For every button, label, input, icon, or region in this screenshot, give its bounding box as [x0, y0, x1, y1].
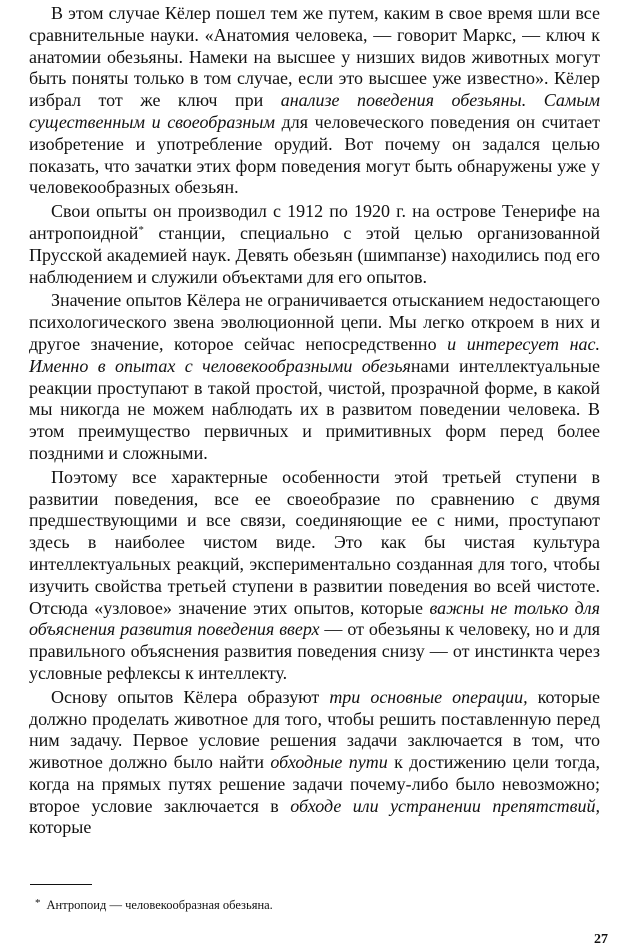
footnote-text: Антропоид — человекообразная обезьяна. [46, 898, 273, 912]
paragraph [29, 687, 600, 840]
text-run: станции, специально с этой целью организованной Прусской академией наук. Девять обезьян (шимпанзе) находились под его наблюдением и служили объектами для его опытов. [29, 222, 600, 287]
text-run: Поэтому все характерные особенности этой третьей ступени в развитии поведения, все ее своеобразие по сравнению с двумя предшествующими и все связи, соединяющие ее с ними, проступают здесь в наиболее чистом виде. Это как бы чистая культура интеллектуальных реакций, экспериментально созданная для того, чтобы изучить свойства третьей ступени в развитии поведения во всей чистоте. Отсюда «узловое» значение этих опытов, которые [29, 466, 600, 618]
text-run: — от обезьяны к человеку, но и для правильного объяснения развития поведения снизу — от инстинкта через условные рефлексы к интеллекту. [29, 619, 600, 683]
italic-text: и интересует нас. Именно в опытах с человекообразными обезья [29, 333, 600, 376]
footnote-separator [30, 884, 92, 885]
text-run: Значение опытов Кёлера не ограничивается отысканием недостающего психологического звена эволюционной цепи. Мы легко откроем в них и другое значение, которое сейчас непосредственно [29, 290, 600, 354]
text-run: В этом случае Кёлер пошел тем же путем, каким в свое время шли все сравнительные науки. «Анатомия человека, — говорит Маркс, — ключ к анатомии обезьяны. Намеки на высшее у низших видов животных могут быть поняты только в том случае, если это высшее уже известно». Кёлер избрал тот же ключ при [29, 3, 600, 111]
italic-text: обходные пути [270, 752, 388, 773]
text-run: Основу опытов Кёлера образуют [51, 686, 330, 707]
footnote [35, 896, 575, 913]
paragraph [29, 3, 600, 199]
text-run: для человеческого поведения он считает изобретение и употребление орудий. Вот почему он задался целью показать, что зачатки этих форм поведения могут быть обнаружены уже у человекообразных обезьян. [29, 111, 600, 198]
footnote-ref-mark: * [138, 223, 144, 236]
italic-text: важны не только для объяснения развития поведения вверх [29, 597, 600, 640]
text-run: нами интеллектуальные реакции проступают в такой простой, чистой, прозрачной форме, в какой мы никогда не можем наблюдать их в развитом поведении человека. В этом преимущество первичных и примитивных форм перед более поздними и сложными. [29, 355, 600, 463]
paragraph [29, 290, 600, 464]
italic-text: три основные операции, [329, 686, 528, 707]
page-number: 27 [594, 932, 608, 947]
footnote-mark: * [35, 897, 41, 909]
text-run: к достижению цели тогда, когда на прямых путях решение задачи почему-либо было невозможно; второе условие заключается в [29, 752, 600, 816]
italic-text: анализе поведения обезьяны. Самым существенным и своеобразным [29, 90, 600, 132]
paragraph [29, 201, 600, 288]
body-text [29, 3, 600, 841]
paragraph [29, 467, 600, 685]
text-run: которые [29, 817, 92, 838]
text-run: Свои опыты он производил с 1912 по 1920 г. на острове Тенерифе на антропоидной [29, 201, 600, 243]
italic-text: обходе или устранении препятствий, [290, 795, 600, 816]
text-run: которые должно проделать животное для того, чтобы решить поставленную перед ним задачу. Первое условие решения задачи заключается в том, что животное должно было найти [29, 686, 600, 773]
